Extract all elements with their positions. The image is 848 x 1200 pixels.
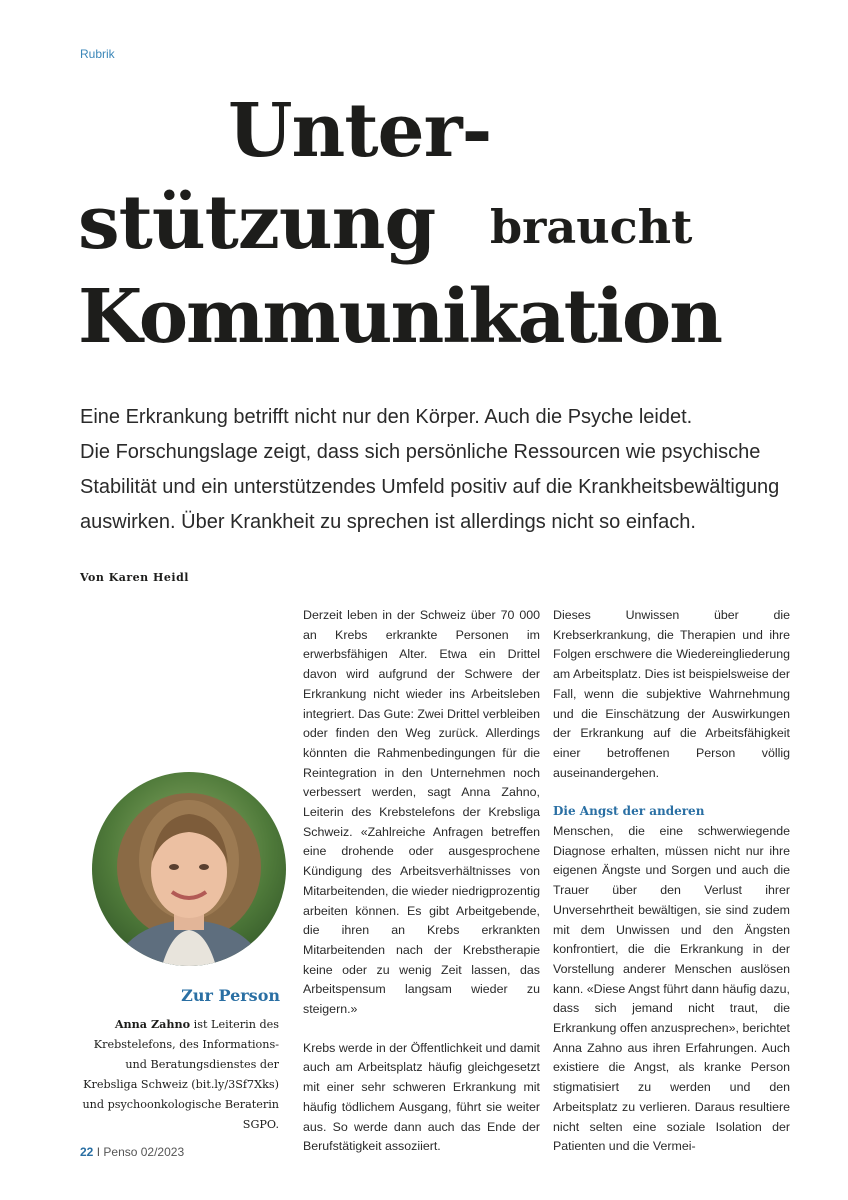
headline-line-2-small: braucht xyxy=(490,200,693,254)
page-footer xyxy=(80,1145,184,1159)
lead-sentence-1: Eine Erkrankung betrifft nicht nur den Körper. Auch die Psyche leidet. xyxy=(80,406,693,428)
footer-separator: I xyxy=(96,1145,101,1159)
person-name: Anna Zahno xyxy=(114,1017,191,1031)
lead-sentence-2: Die Forschungslage zeigt, dass sich persönliche Ressourcen wie psychische Stabilität und ein unterstützendes Umfeld positiv auf die Krankheitsbewältigung auswirken. Über Krankheit zu sprechen ist allerdings nicht so einfach. xyxy=(80,441,780,533)
body-paragraph: Dieses Unwissen über die Krebserkrankung, die Therapien und ihre Folgen erschwere die Wiedereingliederung am Arbeitsplatz. Dies ist beispielsweise der Fall, wenn die subjektive Wahrnehmung und die Einschätzung der Auswirkungen der Erkrankung auf die Arbeitsfähigkeit einer betroffenen Person völlig auseinandergehen. xyxy=(553,608,790,780)
headline-line-1: Unter- xyxy=(228,88,492,174)
page-number: 22 xyxy=(80,1145,94,1159)
body-column-2 xyxy=(553,606,790,1176)
portrait-photo xyxy=(92,772,286,966)
body-paragraph: Krebs werde in der Öffentlichkeit und damit auch am Arbeitsplatz häufig gleichgesetzt mit einer sehr schweren Erkrankung mit häufig tödlichem Ausgang, führt sie weiter aus. So werde dann auch das Ende der Berufstätigkeit assoziiert. xyxy=(303,1040,540,1154)
headline-line-2: stützung xyxy=(78,180,436,266)
body-column-1 xyxy=(303,606,540,1176)
person-box-heading: Zur Person xyxy=(181,986,280,1005)
body-paragraph: Menschen, die eine schwerwiegende Diagnose erhalten, müssen nicht nur ihre eigenen Ängste und Sorgen und auch die Trauer über den Verlust ihrer Unversehrtheit bewältigen, sie sind zudem mit dem Unwissen und den Ängsten konfrontiert, die die Erkrankung in der Vorstellung anderer Menschen auslösen kann. «Diese Angst führt dann häufig dazu, dass sich jemand nicht traut, die Erkrankung offen anzusprechen», berichtet Anna Zahno aus ihren Erfahrungen. Auch existiere die Angst, als kranke Person stigmatisiert zu werden und den Arbeitsplatz zu verlieren. Daraus resultiere nicht selten eine soziale Isolation der Patienten und die Vermei- xyxy=(553,824,790,1154)
subheading: Die Angst der anderen xyxy=(553,804,705,819)
lead-paragraph xyxy=(80,400,780,540)
person-bio-text: ist Leiterin des Krebstelefons, des Informations- und Beratungsdienstes der Krebsliga Schweiz (bit.ly/3Sf7Xks) und psychoonkologische Beraterin SGPO. xyxy=(82,1018,279,1131)
headline-line-3: Kommunikation xyxy=(78,274,722,360)
byline: Von Karen Heidl xyxy=(80,571,189,584)
magazine-issue: Penso 02/2023 xyxy=(103,1145,185,1159)
person-bio xyxy=(76,1014,279,1135)
section-label: Rubrik xyxy=(80,47,115,61)
body-paragraph: Derzeit leben in der Schweiz über 70 000 an Krebs erkrankte Personen im erwerbsfähigen Alter. Etwa ein Drittel davon wird aufgrund der Schwere der Erkrankung nicht wieder ins Arbeitsleben integriert. Das Gute: Zwei Drittel verbleiben oder finden den Weg zurück. Allerdings könnten die Rahmenbedingungen für die Reintegration in den Unternehmen noch verbessert werden, sagt Anna Zahno, Leiterin des Krebstelefons der Krebsliga Schweiz. «Zahlreiche Anfragen betreffen eine drohende oder ausgesprochene Kündigung des Arbeitsverhältnisses von Mitarbeitenden, die wieder niedrigprozentig arbeiten können. Es gibt Arbeitgebende, die ihren an Krebs erkrankten Mitarbeitenden nach der Krebstherapie keine oder zu wenig Zeit lassen, das Arbeitspensum langsam wieder zu steigern.» xyxy=(303,608,540,1017)
